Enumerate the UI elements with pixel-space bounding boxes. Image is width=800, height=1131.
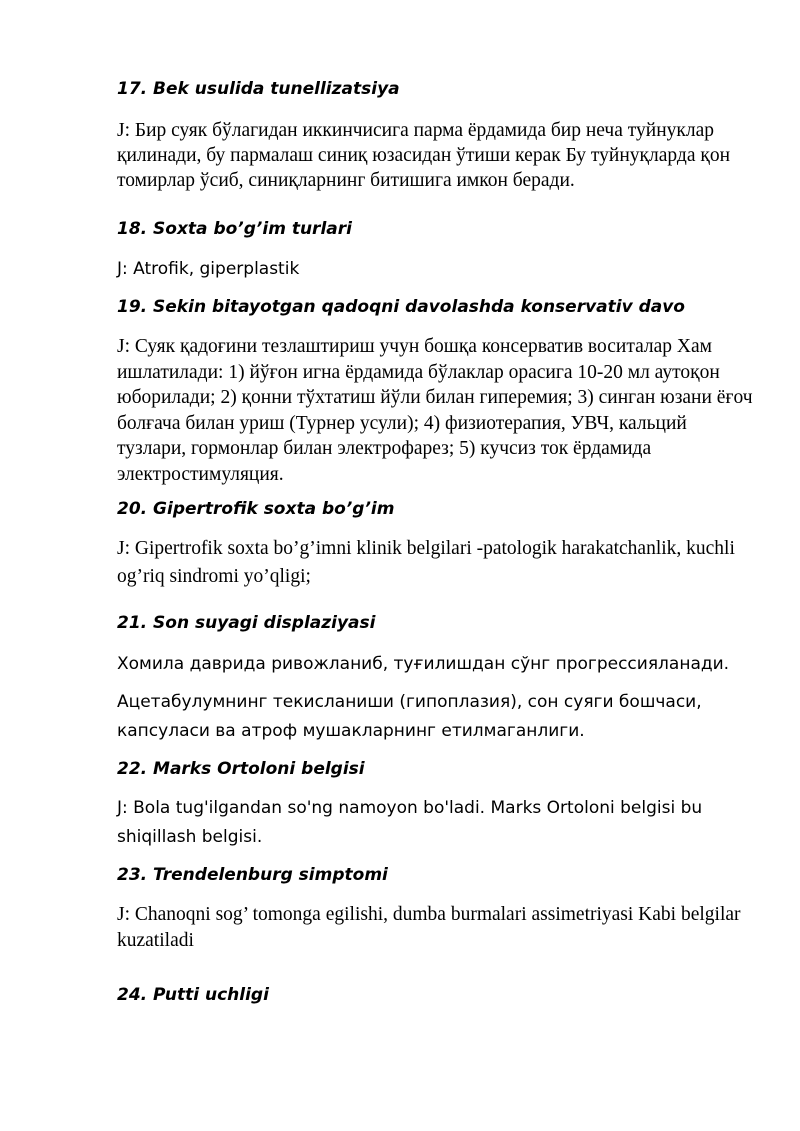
answer-text: J: Бир суяк бўлагидан иккинчисига парма ёрдамида бир неча туйнуклар қилинади, бу пармалаш синиқ юзасидан ўтиши керак Бу туйнуқларда қон томирлар ўсиб, синиқларнинг битишига имкон беради. bbox=[117, 120, 731, 191]
section-20-answer bbox=[117, 535, 757, 591]
section-heading: 19. Sekin bitayotgan qadoqni davolashda konservativ davo bbox=[117, 297, 685, 317]
answer-text: J: Gipertrofik soxta bo’g’imni klinik belgilari -patologik harakatchanlik, kuchli og’riq sindromi yo’qligi; bbox=[117, 538, 735, 587]
section-17 bbox=[117, 78, 757, 100]
section-21 bbox=[117, 612, 757, 634]
section-19 bbox=[117, 296, 757, 318]
section-heading: 17. Bek usulida tunellizatsiya bbox=[117, 79, 400, 99]
answer-text: Хомила даврида ривожланиб, туғилишдан сўнг прогрессияланади. bbox=[117, 654, 730, 674]
section-18 bbox=[117, 218, 757, 240]
section-heading: 21. Son suyagi displaziyasi bbox=[117, 613, 376, 633]
section-20 bbox=[117, 498, 757, 520]
section-17-answer bbox=[117, 118, 757, 193]
answer-text: Ацетабулумнинг текисланиши (гипоплазия), сон суяги бошчаси, капсуласи ва атроф мушакларнинг етилмаганлиги. bbox=[117, 692, 702, 741]
section-21-answer-2 bbox=[117, 688, 757, 746]
section-18-answer bbox=[117, 256, 757, 282]
section-22-answer bbox=[117, 794, 757, 852]
section-heading: 18. Soxta bo’g’im turlari bbox=[117, 219, 352, 239]
section-22 bbox=[117, 758, 757, 780]
answer-text: J: Суяк қадоғини тезлаштириш учун бошқа консерватив воситалар Хам ишлатилади: 1) йўғон игна ёрдамида бўлаклар орасига 10-20 мл аутоқон юборилади; 2) қонни тўхтатиш йўли билан гиперемия; 3) синган юзани ёғоч болғача билан уриш (Турнер усули); 4) физиотерапия, УВЧ, кальций тузлари, гормонлар билан электрофарез; 5) кучсиз ток ёрдамида электростимуляция. bbox=[117, 336, 753, 485]
section-19-answer bbox=[117, 334, 757, 488]
section-heading: 24. Putti uchligi bbox=[117, 985, 269, 1005]
answer-text: J: Atrofik, giperplastik bbox=[117, 259, 300, 279]
section-heading: 20. Gipertrofik soxta bo’g’im bbox=[117, 499, 395, 519]
section-23-answer bbox=[117, 902, 757, 954]
section-21-answer-1 bbox=[117, 650, 757, 679]
answer-text: J: Chanoqni sog’ tomonga egilishi, dumba burmalari assimetriyasi Kabi belgilar kuzatiladi bbox=[117, 904, 741, 951]
section-heading: 22. Marks Ortoloni belgisi bbox=[117, 759, 365, 779]
section-24 bbox=[117, 984, 757, 1006]
section-heading: 23. Trendelenburg simptomi bbox=[117, 865, 388, 885]
section-23 bbox=[117, 864, 757, 886]
answer-text: J: Bola tug'ilgandan so'ng namoyon bo'ladi. Marks Ortoloni belgisi bu shiqillash belgisi. bbox=[117, 798, 703, 847]
